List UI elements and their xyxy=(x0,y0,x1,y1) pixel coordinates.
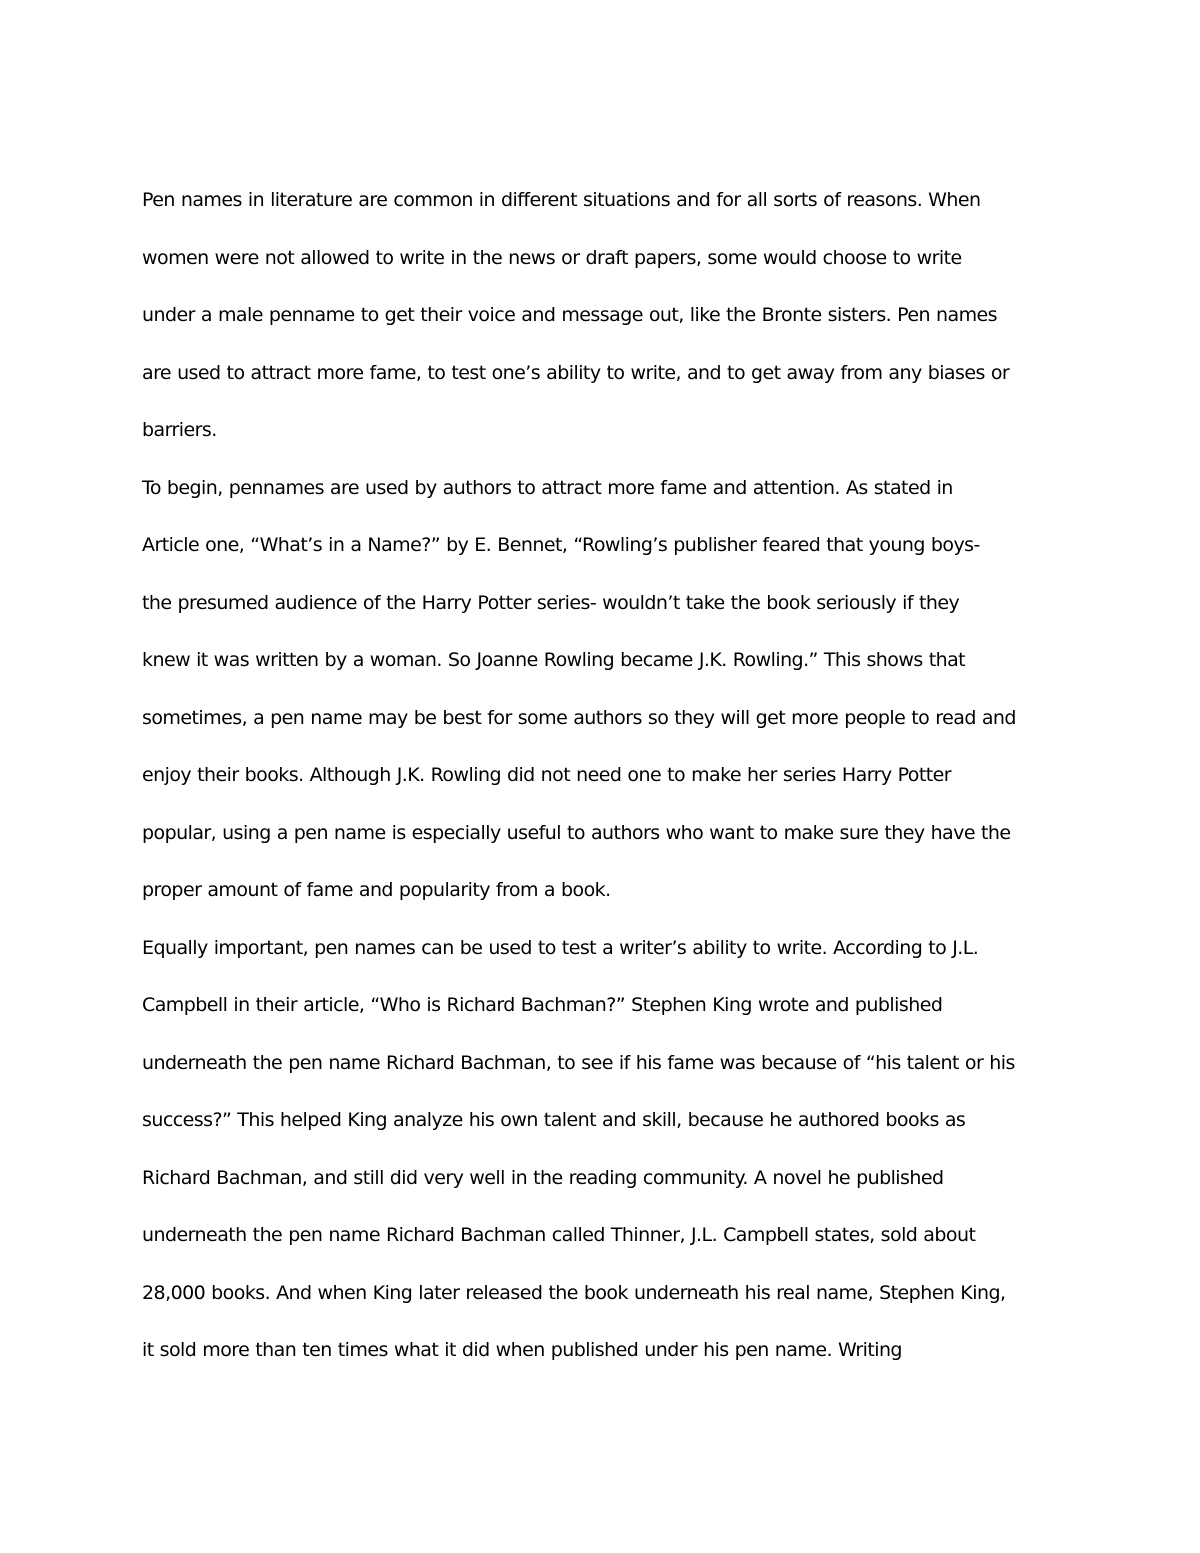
text-line: under a male penname to get their voice and message out, like the Bronte sisters. Pen names xyxy=(142,304,998,326)
text-line: it sold more than ten times what it did when published under his pen name. Writing xyxy=(142,1339,902,1361)
essay-body xyxy=(142,180,1082,1388)
text-line: sometimes, a pen name may be best for some authors so they will get more people to read and xyxy=(142,706,1016,729)
text-line: underneath the pen name Richard Bachman called Thinner, J.L. Campbell states, sold about xyxy=(142,1224,976,1246)
text-line: women were not allowed to write in the news or draft papers, some would choose to write xyxy=(142,246,962,269)
text-line: are used to attract more fame, to test one’s ability to write, and to get away from any biases or xyxy=(142,361,1010,384)
text-line: enjoy their books. Although J.K. Rowling did not need one to make her series Harry Potter xyxy=(142,764,952,786)
text-line: Equally important, pen names can be used to test a writer’s ability to write. According to J.L. xyxy=(142,936,979,959)
text-line: knew it was written by a woman. So Joanne Rowling became J.K. Rowling.” This shows that xyxy=(142,649,966,671)
text-line: Richard Bachman, and still did very well in the reading community. A novel he published xyxy=(142,1166,944,1189)
text-line: Article one, “What’s in a Name?” by E. Bennet, “Rowling’s publisher feared that young boys- xyxy=(142,534,980,556)
text-line: success?” This helped King analyze his own talent and skill, because he authored books as xyxy=(142,1109,966,1131)
text-line: To begin, pennames are used by authors to attract more fame and attention. As stated in xyxy=(142,476,953,499)
text-line: underneath the pen name Richard Bachman, to see if his fame was because of “his talent or his xyxy=(142,1051,1015,1074)
text-line: 28,000 books. And when King later released the book underneath his real name, Stephen King, xyxy=(142,1281,1006,1304)
text-line: proper amount of fame and popularity from a book. xyxy=(142,879,611,901)
text-line: Campbell in their article, “Who is Richard Bachman?” Stephen King wrote and published xyxy=(142,994,943,1016)
text-line: the presumed audience of the Harry Potter series- wouldn’t take the book seriously if they xyxy=(142,591,960,614)
text-line: Pen names in literature are common in different situations and for all sorts of reasons. When xyxy=(142,189,981,211)
text-line: popular, using a pen name is especially useful to authors who want to make sure they have the xyxy=(142,821,1011,844)
text-line: barriers. xyxy=(142,419,217,441)
